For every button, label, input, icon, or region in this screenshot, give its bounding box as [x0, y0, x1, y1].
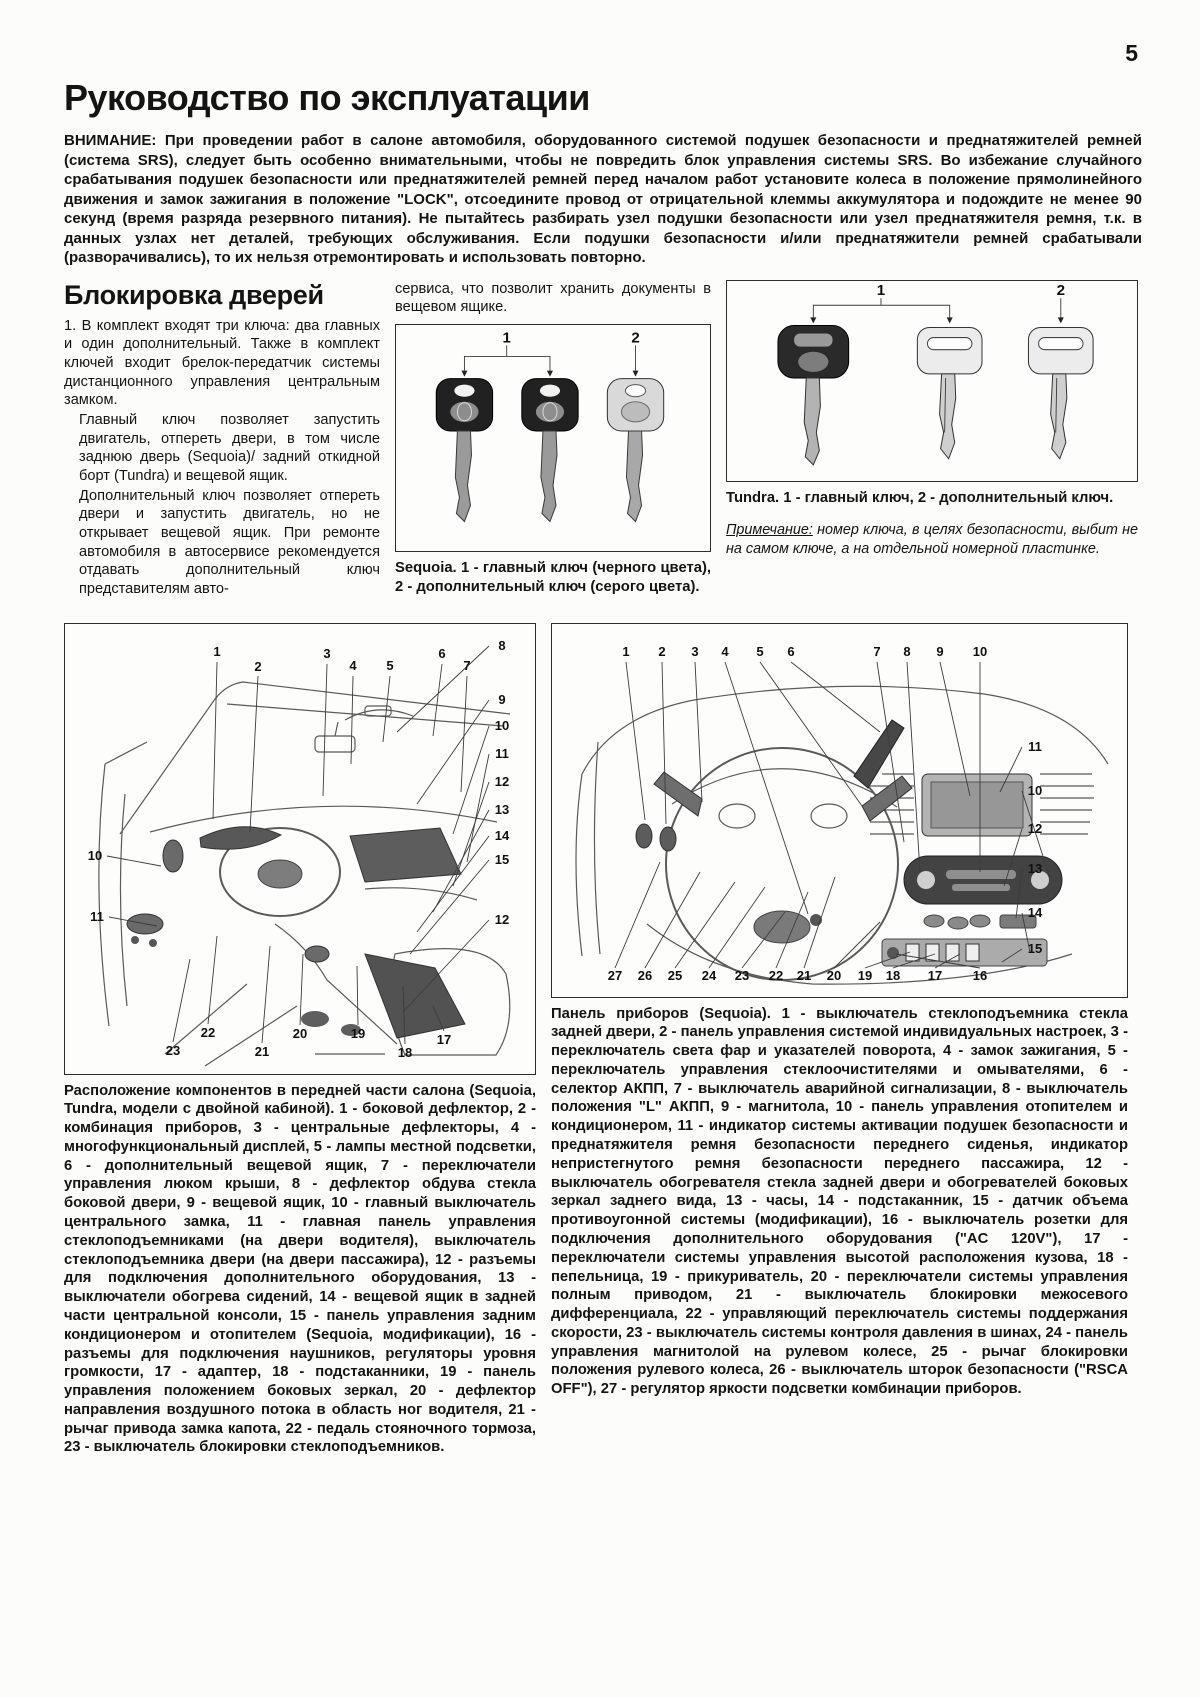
door-locking-continuation: сервиса, что позволит хранить документы в вещевом ящике. [395, 280, 711, 316]
tundra-keys-column [726, 280, 1138, 560]
sequoia-keys-caption: Sequoia. 1 - главный ключ (черного цвета), 2 - дополнительный ключ (серого цвета). [395, 559, 711, 595]
callout-label: 27 [607, 967, 623, 983]
tundra-keys-illustration [727, 281, 1137, 481]
callout-label: 9 [498, 691, 506, 707]
sequoia-keys-figure [395, 324, 711, 552]
page-number: 5 [1125, 40, 1138, 66]
callout-label: 23 [165, 1042, 181, 1058]
interior-components-diagram [65, 624, 535, 1074]
dashboard-panel-figure [551, 623, 1128, 998]
callout-label: 14 [1027, 904, 1043, 920]
sequoia-keys-column [395, 280, 711, 597]
callout-label: 12 [1027, 820, 1043, 836]
callout-label: 8 [498, 637, 506, 653]
callout-label: 2 [658, 643, 666, 659]
callout-label: 6 [438, 645, 446, 661]
callout-label: 10 [972, 643, 988, 659]
sequoia-sub-key [607, 378, 663, 521]
tundra-sub-key-1 [917, 327, 982, 458]
callout-label: 10 [87, 847, 103, 863]
page-title: Руководство по эксплуатации [64, 77, 590, 118]
dashboard-panel-diagram [552, 624, 1127, 997]
callout-label: 13 [1027, 860, 1043, 876]
door-locking-para-3: Дополнительный ключ позволяет отпереть двери и запустить двигатель, но не открывает вещевой ящик. При ремонте автомобиля в автосервисе рекомендуется отдавать дополнительный ключ представителям авто- [79, 487, 380, 597]
callout-label: 15 [1027, 940, 1043, 956]
interior-figure-caption: Расположение компонентов в передней части салона (Sequoia, Tundra, модели с двойной кабиной). 1 - боковой дефлектор, 2 - комбинация приборов, 3 - центральные дефлекторы, 4 - многофункциональный дисплей, 5 - лампы местной подсветки, 6 - дополнительный вещевой ящик, 7 - переключатели управления люком крыши, 8 - дефлектор обдува стекла боковой двери, 9 - вещевой ящик, 10 - главный выключатель центрального замка, 11 - главная панель управления стеклоподъемниками (на двери водителя), выключатель стеклоподъемника двери (на двери пассажира), 12 - разъемы для подключения дополнительного оборудования, 13 - выключатели обогрева сидений, 14 - вещевой ящик в задней части центральной консоли, 15 - панель управления задним кондиционером и отопителем (Sequoia, модификации), 16 - разъемы для подключения наушников, регуляторы уровня громкости, 17 - адаптер, 18 - подстаканники, 19 - панель управления положением боковых зеркал, 20 - дефлектор направления воздушного потока в область ног водителя, 21 - рычаг привода замка капота, 22 - педаль стояночного тормоза, 23 - выключатель блокировки стеклоподъемников. [64, 1082, 536, 1456]
callout-label: 4 [349, 657, 357, 673]
interior-figure-column [64, 623, 536, 1458]
callout-label: 1 [502, 329, 511, 347]
tundra-keys-caption: Tundra. 1 - главный ключ, 2 - дополнительный ключ. [726, 489, 1114, 506]
callout-label: 7 [873, 643, 881, 659]
callout-label: 21 [254, 1043, 270, 1059]
callout-label: 23 [734, 967, 750, 983]
door-locking-para-2: Главный ключ позволяет запустить двигатель, отпереть двери, в том числе заднюю дверь (Sequoia)/ задний откидной борт (Tundra) и вещевой ящик. [79, 411, 380, 484]
note-label: Примечание: [726, 522, 813, 539]
door-locking-section [64, 280, 1142, 599]
sequoia-main-key-1 [436, 378, 492, 521]
interior-components-figure [64, 623, 536, 1075]
callout-label: 10 [494, 717, 510, 733]
callout-label: 20 [826, 967, 842, 983]
callout-label: 11 [1028, 738, 1042, 754]
diagram-section [64, 623, 1142, 1458]
dashboard-figure-caption: Панель приборов (Sequoia). 1 - выключатель стеклоподъемника стекла задней двери, 2 - панель управления системой индивидуальных настроек, 3 - переключатель света фар и указателей поворота, 4 - замок зажигания, 5 - переключатель управления стеклоочистителями и омывателями, 6 - селектор АКПП, 7 - выключатель аварийной сигнализации, 8 - выключатель положения "L" АКПП, 9 - магнитола, 10 - панель управления отопителем и кондиционером, 11 - индикатор системы активации подушек безопасности и преднатяжителя ремня безопасности переднего сиденья, индикатор непристегнутого ремня безопасности переднего пассажира, 12 - выключатель обогревателя стекла задней двери и обогревателей боковых зеркал заднего вида, 13 - часы, 14 - подстаканник, 15 - датчик объема противоугонной системы (модификации), 16 - выключатель розетки для подключения дополнительного оборудования ("AC 120V"), 17 - переключатели системы управления высотой расположения кузова, 18 - пепельница, 19 - прикуриватель, 20 - переключатели системы управления полным приводом, 21 - выключатель блокировки межосевого дифференциала, 22 - управляющий переключатель системы поддержания скорости, 23 - выключатель системы контроля давления в шинах, 24 - панель управления магнитолой на рулевом колесе, 25 - рычаг блокировки положения рулевого колеса, 26 - выключатель шторок безопасности ("RSCA OFF"), 27 - регулятор яркости подсветки комбинации приборов. [551, 1005, 1128, 1398]
callout-label: 9 [936, 643, 944, 659]
callout-label: 19 [857, 967, 873, 983]
callout-label: 26 [637, 967, 653, 983]
callout-label: 6 [787, 643, 795, 659]
callout-label: 5 [386, 657, 394, 673]
key-number-note [726, 521, 1138, 559]
sequoia-main-key-2 [522, 378, 578, 521]
sequoia-keys-illustration [396, 325, 710, 551]
section-heading: Блокировка дверей [64, 279, 324, 310]
callout-label: 14 [494, 827, 510, 843]
callout-label: 5 [756, 643, 764, 659]
srs-warning-text: ВНИМАНИЕ: При проведении работ в салоне автомобиля, оборудованного системой подушек безопасности и преднатяжителей ремней (система SRS), следует быть особенно внимательными, чтобы не повредить блок управления системы SRS. Во избежание случайного срабатывания подушек безопасности или преднатяжителей ремней перед началом работ установите колеса в положение прямолинейного движения и замок зажигания в положение "LOCK", отсоедините провод от отрицательной клеммы аккумулятора и подождите не менее 90 секунд (время разряда резервного питания). Не пытайтесь разбирать узел подушки безопасности или узел преднатяжителя ремня, т.к. в данных узлах нет деталей, требующих обслуживания. Если подушки безопасности и/или преднатяжители ремней срабатывали (разворачивались), то их нельзя отремонтировать и использовать повторно. [64, 132, 1142, 266]
callout-label: 17 [436, 1031, 452, 1047]
callout-label: 1 [213, 643, 221, 659]
callout-label: 2 [631, 329, 640, 347]
callout-label: 12 [494, 773, 510, 789]
callout-label: 10 [1027, 782, 1043, 798]
tundra-main-key [778, 325, 849, 464]
callout-label: 2 [1056, 281, 1065, 299]
tundra-sub-key-2 [1028, 327, 1093, 458]
callout-label: 1 [876, 281, 886, 299]
dashboard-figure-column [551, 623, 1128, 1399]
callout-label: 2 [254, 658, 262, 674]
callout-label: 1 [622, 643, 630, 659]
callout-label: 25 [667, 967, 683, 983]
callout-label: 15 [494, 851, 510, 867]
callout-label: 19 [350, 1025, 366, 1041]
callout-label: 16 [972, 967, 988, 983]
callout-label: 7 [463, 657, 471, 673]
callout-label: 22 [768, 967, 784, 983]
callout-label: 11 [495, 745, 509, 761]
callout-label: 21 [796, 967, 812, 983]
note-text: номер ключа, в целях безопасности, выбит не на самом ключе, а на отдельной номерной пластинке. [726, 522, 1138, 558]
callout-label: 3 [691, 643, 699, 659]
callout-label: 17 [927, 967, 943, 983]
callout-label: 18 [885, 967, 901, 983]
callout-label: 8 [903, 643, 911, 659]
callout-label: 22 [200, 1024, 216, 1040]
tundra-keys-figure [726, 280, 1138, 482]
door-locking-para-1: 1. В комплект входят три ключа: два главных и один дополнительный. Также в комплект ключей входит брелок-передатчик системы дистанционного управления центральным замком. [64, 317, 380, 409]
door-locking-column [64, 280, 380, 599]
callout-label: 12 [494, 911, 510, 927]
callout-label: 4 [721, 643, 729, 659]
callout-label: 18 [397, 1044, 413, 1060]
callout-label: 20 [292, 1025, 308, 1041]
callout-label: 24 [701, 967, 717, 983]
callout-label: 11 [90, 908, 104, 924]
callout-label: 3 [323, 645, 331, 661]
callout-label: 13 [494, 801, 510, 817]
